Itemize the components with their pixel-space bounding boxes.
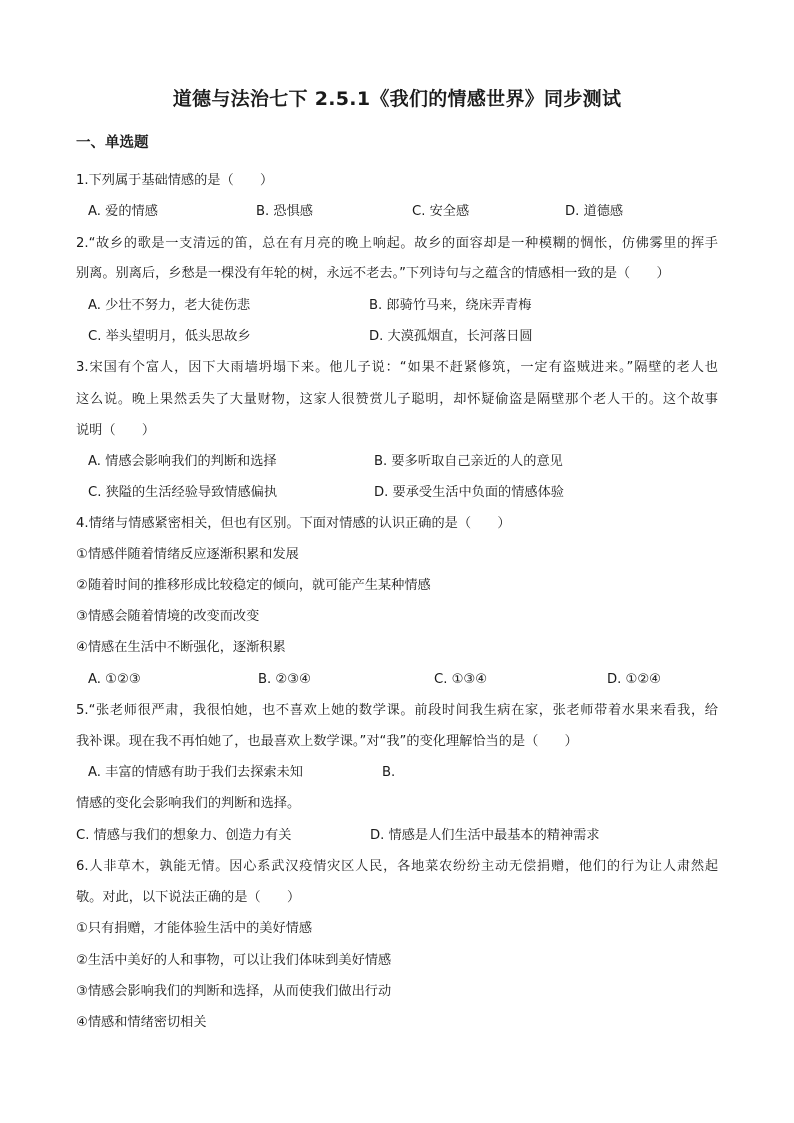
question-5-option-a: A. 丰富的情感有助于我们去探索未知	[88, 765, 303, 780]
question-2-stem-line-2: 别离。别离后，乡愁是一棵没有年轮的树，永远不老去。”下列诗句与之蕴含的情感相一致的是（ ）	[76, 266, 670, 281]
page-title: 道德与法治七下 2.5.1《我们的情感世界》同步测试	[172, 88, 622, 110]
question-5-option-c: C. 情感与我们的想象力、创造力有关	[76, 828, 292, 843]
question-2-option-d: D. 大漠孤烟直，长河落日圆	[369, 329, 533, 344]
question-2-stem-line-1: 2.“故乡的歌是一支清远的笛，总在有月亮的晚上响起。故乡的面容却是一种模糊的惆怅，仿佛雾里的挥手	[76, 236, 718, 251]
question-3-stem-line-3: 说明（ ）	[76, 423, 156, 438]
question-1-option-c: C. 安全感	[412, 204, 470, 219]
question-4-stem: 4.情绪与情感紧密相关，但也有区别。下面对情感的认识正确的是（ ）	[76, 516, 511, 531]
question-4-statement-2: ②随着时间的推移形成比较稳定的倾向，就可能产生某种情感	[76, 578, 431, 593]
question-4-statement-1: ①情感伴随着情绪反应逐渐积累和发展	[76, 547, 299, 562]
question-4-statement-4: ④情感在生活中不断强化，逐渐积累	[76, 640, 286, 655]
question-4-option-a: A. ①②③	[88, 672, 141, 687]
question-1-stem: 1.下列属于基础情感的是（ ）	[76, 173, 274, 188]
question-3-option-a: A. 情感会影响我们的判断和选择	[88, 454, 277, 469]
question-1-option-a: A. 爱的情感	[88, 204, 158, 219]
question-1-option-d: D. 道德感	[565, 204, 624, 219]
section-heading: 一、单选题	[76, 135, 149, 151]
question-6-statement-1: ①只有捐赠，才能体验生活中的美好情感	[76, 921, 313, 936]
question-4-option-b: B. ②③④	[258, 672, 311, 687]
question-5-option-b: B.	[382, 765, 396, 780]
question-1-option-b: B. 恐惧感	[256, 204, 313, 219]
question-2-option-a: A. 少壮不努力，老大徒伤悲	[88, 298, 251, 313]
question-5-stem-line-1: 5.“张老师很严肃，我很怕她，也不喜欢上她的数学课。前段时间我生病在家，张老师带着水果来看我，给	[76, 703, 718, 718]
question-3-option-c: C. 狭隘的生活经验导致情感偏执	[88, 485, 278, 500]
question-2-option-c: C. 举头望明月，低头思故乡	[88, 329, 251, 344]
question-5-option-d: D. 情感是人们生活中最基本的精神需求	[370, 828, 600, 843]
question-3-option-d: D. 要承受生活中负面的情感体验	[374, 485, 564, 500]
question-4-statement-3: ③情感会随着情境的改变而改变	[76, 609, 260, 624]
question-4-option-c: C. ①③④	[434, 672, 488, 687]
question-4-option-d: D. ①②④	[607, 672, 662, 687]
question-5-option-b-text: 情感的变化会影响我们的判断和选择。	[76, 796, 301, 811]
question-6-statement-2: ②生活中美好的人和事物，可以让我们体味到美好情感	[76, 953, 392, 968]
question-5-stem-line-2: 我补课。现在我不再怕她了，也最喜欢上数学课。”对“我”的变化理解恰当的是（ ）	[76, 734, 578, 749]
question-3-stem-line-1: 3.宋国有个富人，因下大雨墙坍塌下来。他儿子说：“如果不赶紧修筑，一定有盗贼进来。”隔壁的老人也	[76, 360, 718, 375]
question-3-option-b: B. 要多听取自己亲近的人的意见	[374, 454, 563, 469]
question-6-statement-4: ④情感和情绪密切相关	[76, 1015, 207, 1030]
question-6-stem-line-1: 6.人非草木，孰能无情。因心系武汉疫情灾区人民，各地菜农纷纷主动无偿捐赠，他们的行为让人肃然起	[76, 859, 718, 874]
question-2-option-b: B. 郎骑竹马来，绕床弄青梅	[369, 298, 532, 313]
question-3-stem-line-2: 这么说。晚上果然丢失了大量财物，这家人很赞赏儿子聪明，却怀疑偷盗是隔壁那个老人干的。这个故事	[76, 392, 718, 407]
question-6-statement-3: ③情感会影响我们的判断和选择，从而使我们做出行动	[76, 984, 392, 999]
question-6-stem-line-2: 敬。对此，以下说法正确的是（ ）	[76, 890, 301, 905]
